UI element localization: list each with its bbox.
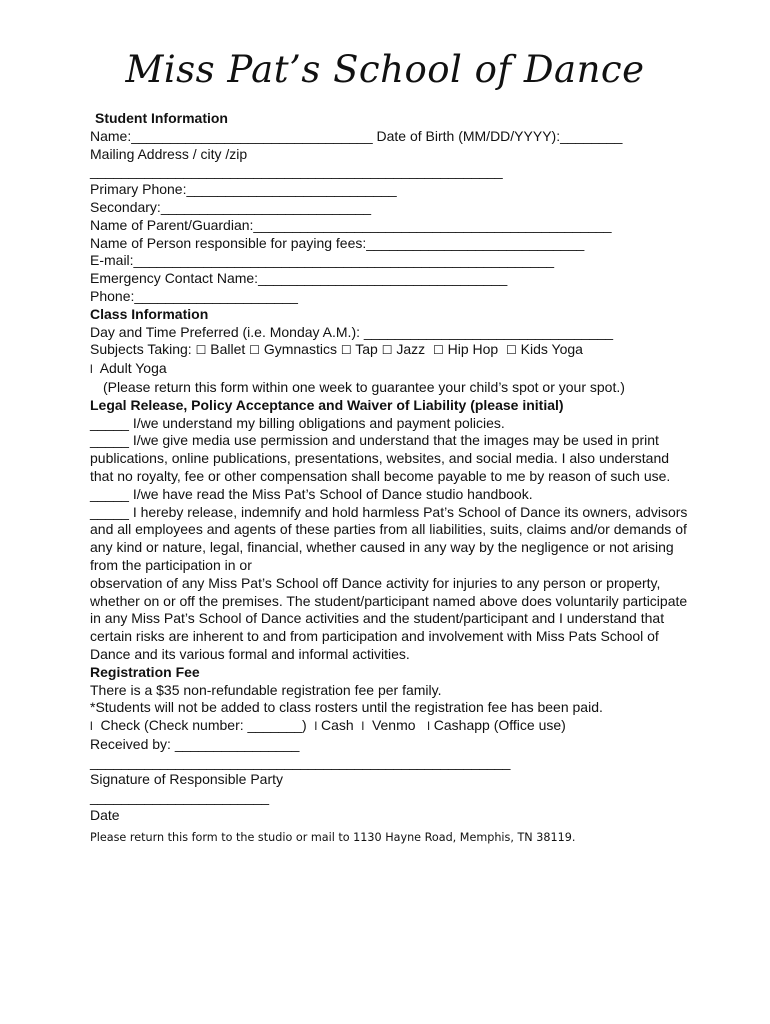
received-by-field[interactable]: Received by: ________________ — [90, 735, 300, 752]
checkbox-icon[interactable]: l — [314, 719, 318, 734]
day-time-field[interactable]: Day and Time Preferred (i.e. Monday A.M.): ________________________________ — [90, 323, 614, 340]
registration-fee-heading: Registration Fee — [90, 663, 200, 680]
subject-adult-yoga[interactable]: l Adult Yoga — [90, 360, 690, 379]
date-field[interactable]: _______________________ — [90, 789, 270, 806]
payment-cashapp[interactable]: l Cashapp (Office use) — [427, 717, 566, 733]
name-dob-field[interactable]: Name:_______________________________ Date of Birth (MM/DD/YYYY):________ — [90, 127, 623, 144]
checkbox-icon[interactable]: l — [90, 719, 93, 734]
paying-person-field[interactable]: Name of Person responsible for paying fees:____________________________ — [90, 234, 585, 251]
checkbox-icon[interactable]: l — [90, 362, 93, 377]
subject-kids-yoga[interactable]: ☐ Kids Yoga — [506, 341, 583, 357]
subject-hip-hop[interactable]: ☐ Hip Hop — [433, 341, 498, 357]
phone-field[interactable]: Phone:_____________________ — [90, 287, 298, 304]
checkbox-icon[interactable]: ☐ — [381, 343, 393, 358]
checkbox-icon[interactable]: ☐ — [340, 343, 352, 358]
checkbox-icon[interactable]: ☐ — [195, 343, 207, 358]
payment-options-row — [90, 717, 690, 736]
secondary-phone-field[interactable]: Secondary:___________________________ — [90, 198, 372, 215]
registration-fee-text: There is a $35 non-refundable registration fee per family. — [90, 681, 442, 698]
checkbox-icon[interactable]: ☐ — [505, 343, 517, 358]
mailing-address-label: Mailing Address / city /zip — [90, 145, 248, 162]
payment-venmo[interactable]: l Venmo — [362, 717, 416, 733]
initial-media-permission[interactable]: _____ I/we give media use permission and understand that the images may be used in print publications, online publications, presentations, websites, and social media. I also understand that no royalty, fee or other compensation shall become payable to me by reason of such use. — [90, 432, 671, 484]
payment-cash[interactable]: l Cash — [314, 717, 353, 733]
subject-gymnastics[interactable]: ☐ Gymnastics — [249, 341, 337, 357]
return-note: (Please return this form within one week to guarantee your child’s spot or your spot.) — [103, 378, 625, 395]
registration-fee-note: *Students will not be added to class rosters until the registration fee has been paid. — [90, 699, 603, 716]
signature-field[interactable]: ______________________________________________________ — [90, 753, 511, 770]
subjects-label: Subjects Taking: — [90, 341, 192, 358]
email-field[interactable]: E-mail:______________________________________________________ — [90, 252, 555, 269]
subject-ballet[interactable]: ☐ Ballet — [196, 341, 246, 357]
footer-instructions: Please return this form to the studio or mail to 1130 Hayne Road, Memphis, TN 38119. — [90, 830, 576, 844]
form-body — [90, 110, 690, 847]
legal-release-heading: Legal Release, Policy Acceptance and Waiver of Liability (please initial) — [90, 396, 564, 413]
checkbox-icon[interactable]: ☐ — [249, 343, 260, 358]
primary-phone-field[interactable]: Primary Phone:___________________________ — [90, 181, 397, 198]
student-information-heading: Student Information — [95, 110, 228, 126]
initial-release[interactable]: _____ I hereby release, indemnify and hold harmless Pat’s School of Dance its owners, advisors and all employees and agents of these parties from all liabilities, suits, claims and/or demands of any kind or nature, legal, financial, whether caused in any way by the negligence or not arising from the participation in or — [90, 503, 688, 573]
page-title: Miss Pat’s School of Dance — [125, 48, 645, 91]
emergency-contact-field[interactable]: Emergency Contact Name:________________________________ — [90, 270, 508, 287]
class-information-heading: Class Information — [90, 305, 209, 322]
checkbox-icon[interactable]: l — [361, 719, 365, 734]
subjects-row — [90, 341, 690, 360]
initial-handbook[interactable]: _____ I/we have read the Miss Pat’s School of Dance studio handbook. — [90, 485, 533, 502]
parent-guardian-field[interactable]: Name of Parent/Guardian:______________________________________________ — [90, 216, 612, 233]
checkbox-icon[interactable]: ☐ — [432, 343, 444, 358]
release-continuation: observation of any Miss Pat’s School off Dance activity for injuries to any person or property, whether on or off the premises. The student/participant named above does voluntarily participate in any Miss Pat’s School of Dance activities and the student/participant and I understand that certain risks are inherent to and from participation and involvement with Miss Pats School of Dance and its various formal and informal activities. — [90, 574, 688, 662]
payment-check[interactable]: l Check (Check number: _______) — [90, 717, 307, 733]
checkbox-icon[interactable]: l — [427, 719, 430, 734]
subject-tap[interactable]: ☐ Tap — [341, 341, 378, 357]
mailing-address-field[interactable]: _____________________________________________________ — [90, 163, 503, 180]
date-label: Date — [90, 807, 120, 824]
initial-billing[interactable]: _____ I/we understand my billing obligations and payment policies. — [90, 414, 505, 431]
subject-jazz[interactable]: ☐ Jazz — [382, 341, 425, 357]
signature-label: Signature of Responsible Party — [90, 771, 283, 788]
